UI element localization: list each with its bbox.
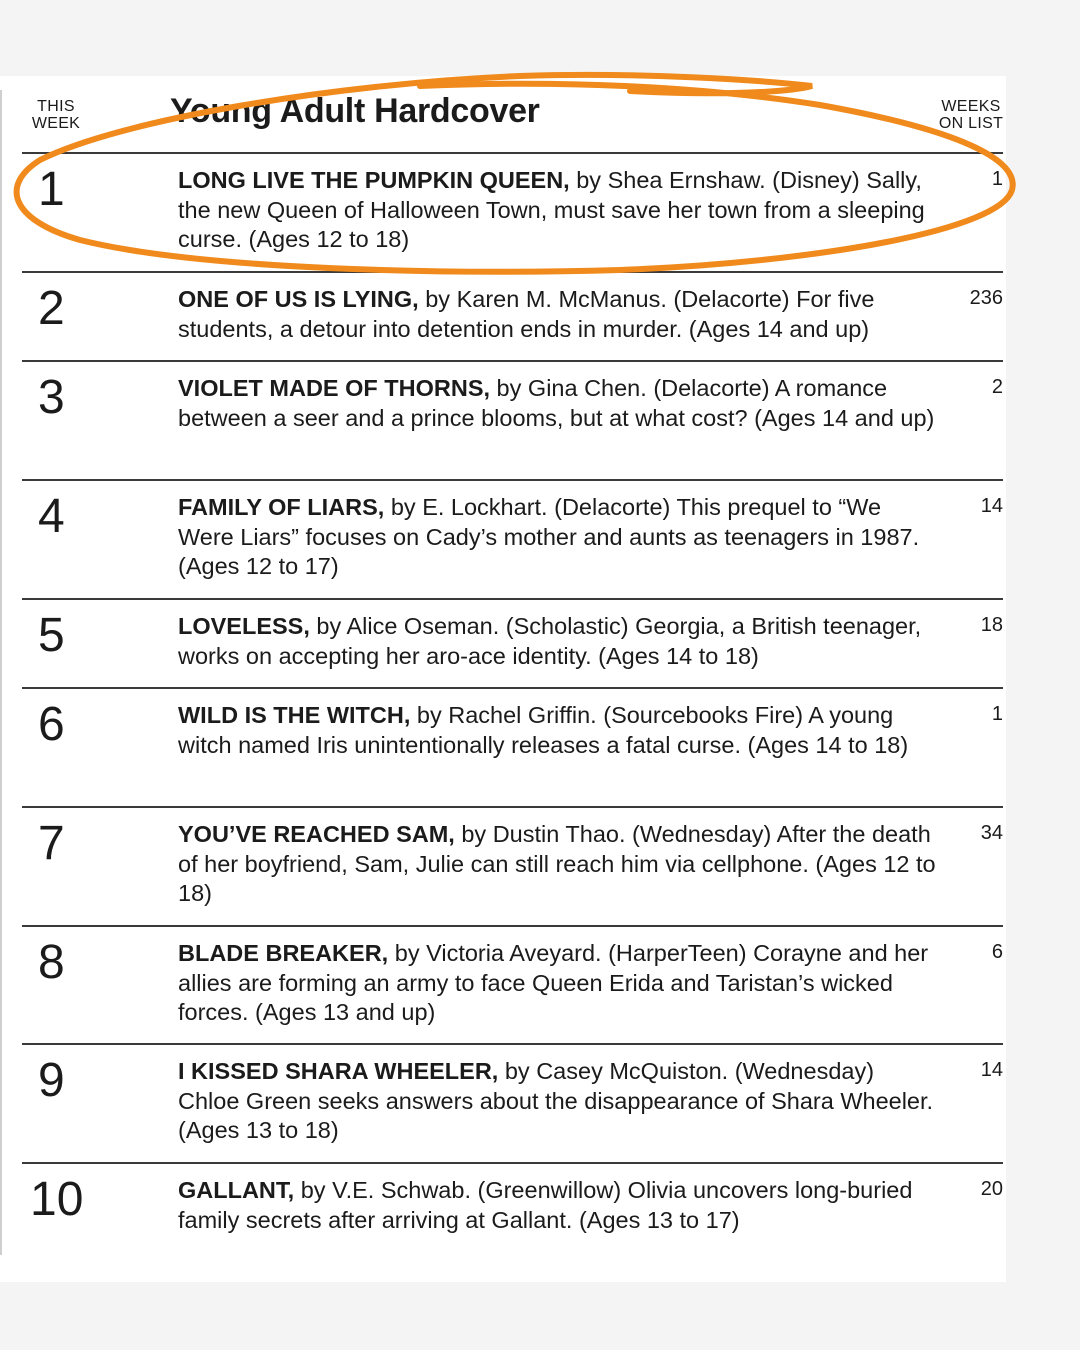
rank-number: 10: [30, 1173, 84, 1226]
weeks-count: 34: [980, 822, 1003, 844]
list-item: [22, 598, 1003, 687]
list-item: [22, 1043, 1003, 1162]
book-title: I KISSED SHARA WHEELER,: [178, 1058, 499, 1084]
weeks-count: 1: [991, 168, 1003, 190]
book-description: by Shea Ernshaw. (Disney) Sally, the new Queen of Halloween Town, must save her town from a sleeping curse. (Ages 12 to 18): [178, 167, 925, 253]
book-title: GALLANT,: [178, 1177, 295, 1203]
entry-text: [178, 1176, 940, 1235]
book-title: YOU’VE REACHED SAM,: [178, 821, 455, 847]
rank-number: 5: [38, 609, 65, 662]
rank-number: 3: [38, 371, 65, 424]
list-item: [22, 271, 1003, 360]
book-description: by Rachel Griffin. (Sourcebooks Fire) A young witch named Iris unintentionally releases a fatal curse. (Ages 14 to 18): [178, 702, 909, 758]
weeks-on-list-header: WEEKS ON LIST: [938, 98, 1004, 132]
entry-text: [178, 493, 940, 582]
weeks-count: 1: [991, 703, 1003, 725]
rank-number: 7: [38, 817, 65, 870]
book-title: BLADE BREAKER,: [178, 940, 389, 966]
list-item: [22, 479, 1003, 598]
weeks-count: 20: [980, 1178, 1003, 1200]
bestseller-list: [22, 152, 1003, 1252]
weeks-count: 236: [969, 287, 1003, 309]
book-title: VIOLET MADE OF THORNS,: [178, 375, 491, 401]
book-description: by V.E. Schwab. (Greenwillow) Olivia uncovers long-buried family secrets after arriving at Gallant. (Ages 13 to 17): [178, 1177, 913, 1233]
book-description: by Dustin Thao. (Wednesday) After the death of her boyfriend, Sam, Julie can still reach him via cellphone. (Ages 12 to 18): [178, 821, 936, 907]
book-description: by Alice Oseman. (Scholastic) Georgia, a British teenager, works on accepting her aro-ace identity. (Ages 14 to 18): [178, 613, 922, 669]
entry-text: [178, 701, 940, 760]
rank-number: 1: [38, 163, 65, 216]
book-title: ONE OF US IS LYING,: [178, 286, 419, 312]
list-title: Young Adult Hardcover: [170, 92, 540, 130]
entry-text: [178, 166, 940, 255]
weeks-count: 14: [980, 495, 1003, 517]
rank-number: 9: [38, 1054, 65, 1107]
book-description: by Victoria Aveyard. (HarperTeen) Corayne and her allies are forming an army to face Queen Erida and Taristan’s wicked forces. (Ages 13 and up): [178, 940, 929, 1026]
rank-number: 4: [38, 490, 65, 543]
entry-text: [178, 285, 940, 344]
list-item: [22, 687, 1003, 806]
entry-text: [178, 1057, 940, 1146]
left-margin-rule: [0, 90, 2, 1255]
list-item: [22, 360, 1003, 479]
rank-number: 8: [38, 936, 65, 989]
book-title: FAMILY OF LIARS,: [178, 494, 385, 520]
list-item: [22, 152, 1003, 271]
rank-number: 6: [38, 698, 65, 751]
weeks-count: 18: [980, 614, 1003, 636]
list-item: [22, 806, 1003, 925]
weeks-count: 14: [980, 1059, 1003, 1081]
book-description: by E. Lockhart. (Delacorte) This prequel to “We Were Liars” focuses on Cady’s mother and aunts as teenagers in 1987. (Ages 12 to 17): [178, 494, 920, 580]
this-week-header: THIS WEEK: [31, 98, 81, 132]
list-item: [22, 1162, 1003, 1252]
book-title: LOVELESS,: [178, 613, 310, 639]
book-title: WILD IS THE WITCH,: [178, 702, 411, 728]
entry-text: [178, 612, 940, 671]
book-description: by Karen M. McManus. (Delacorte) For five students, a detour into detention ends in murder. (Ages 14 and up): [178, 286, 875, 342]
weeks-count: 2: [991, 376, 1003, 398]
book-description: by Casey McQuiston. (Wednesday) Chloe Green seeks answers about the disappearance of Shara Wheeler. (Ages 13 to 18): [178, 1058, 934, 1144]
rank-number: 2: [38, 282, 65, 335]
weeks-count: 6: [991, 941, 1003, 963]
list-item: [22, 925, 1003, 1043]
entry-text: [178, 939, 940, 1028]
book-description: by Gina Chen. (Delacorte) A romance between a seer and a prince blooms, but at what cost? (Ages 14 and up): [178, 375, 935, 431]
book-title: LONG LIVE THE PUMPKIN QUEEN,: [178, 167, 570, 193]
entry-text: [178, 820, 940, 909]
entry-text: [178, 374, 940, 433]
